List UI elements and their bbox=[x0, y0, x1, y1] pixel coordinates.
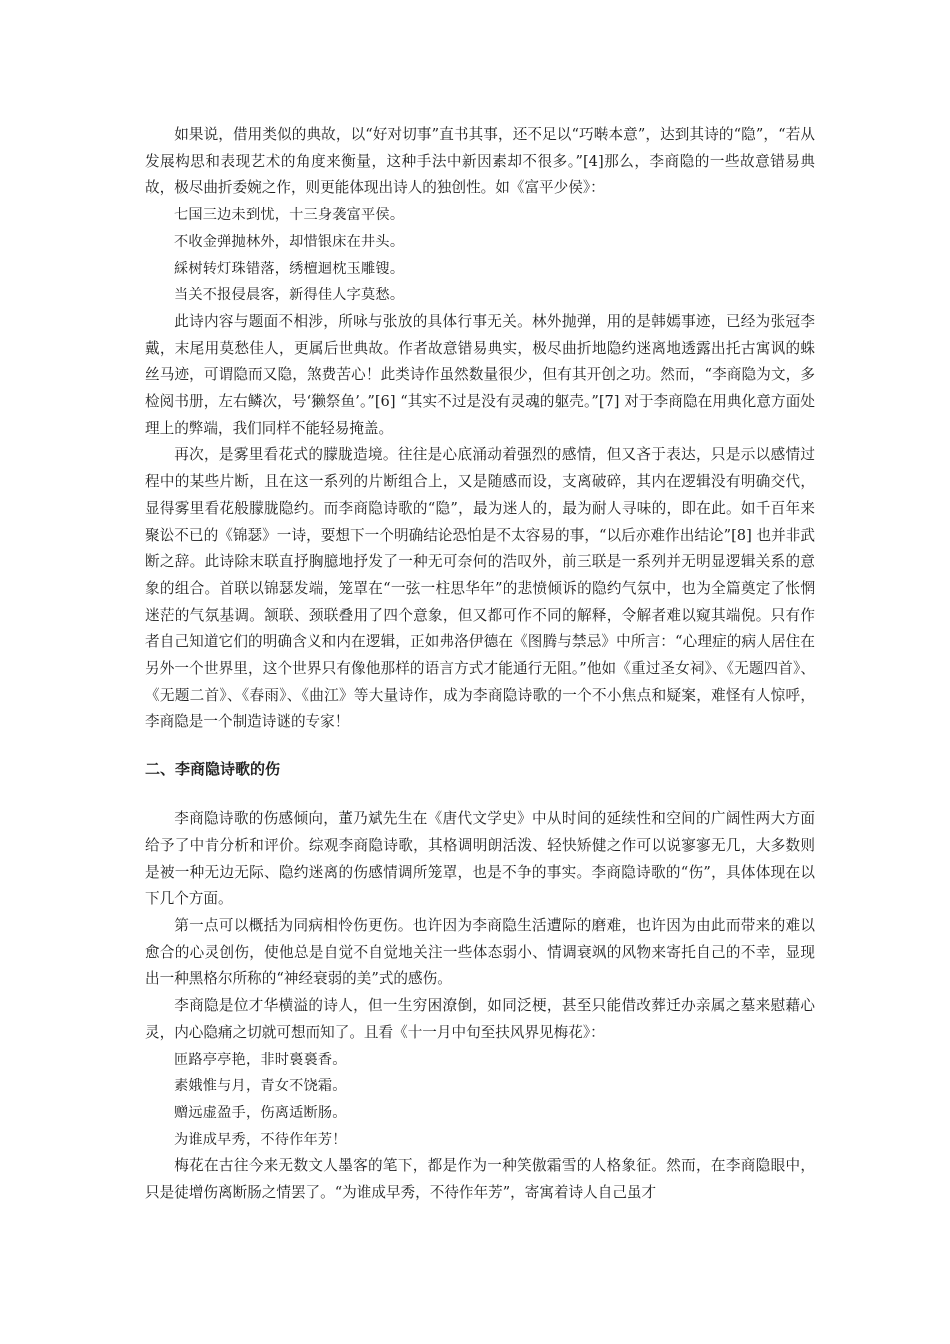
paragraph: 再次，是雾里看花式的朦胧造境。往往是心底涌动着强烈的感情，但又吝于表达，只是示以感情过程中的某些片断，且在这一系列的片断组合上，又是随感而设，支离破碎，其内在逻辑没有明确交代，显得雾里看花般朦胧隐约。而李商隐诗歌的“隐”，最为迷人的，最为耐人寻味的，即在此。如千百年来聚讼不已的《锦瑟》一诗，要想下一个明确结论恐怕是不太容易的事，“以后亦难作出结论”[8] 也并非武断之辞。此诗除末联直抒胸臆地抒发了一种无可奈何的浩叹外，前三联是一系列并无明显逻辑关系的意象的组合。首联以锦瑟发端，笼罩在“一弦一柱思华年”的悲愤倾诉的隐约气氛中，也为全篇奠定了怅惘迷茫的气氛基调。颔联、颈联叠用了四个意象，但又都可作不同的解释，令解者难以窥其端倪。只有作者自己知道它们的明确含义和内在逻辑，正如弗洛伊德在《图腾与禁忌》中所言：“心理症的病人居住在另外一个世界里，这个世界只有像他那样的语言方式才能通行无阻。”他如《重过圣女祠》、《无题四首》、《无题二首》、《春雨》、《曲江》等大量诗作，成为李商隐诗歌的一个不小焦点和疑案，难怪有人惊呼，李商隐是一个制造诗谜的专家！ bbox=[145, 446, 815, 731]
poem-line: 当关不报侵晨客，新得佳人字莫愁。 bbox=[174, 287, 405, 304]
poem-line: 不收金弹抛林外，却惜银床在井头。 bbox=[174, 233, 405, 250]
paragraph: 李商隐是位才华横溢的诗人，但一生穷困潦倒，如同泛梗，甚至只能借改葬迁办亲属之墓来慰藉心灵，内心隐痛之切就可想而知了。且看《十一月中旬至扶风界见梅花》： bbox=[145, 997, 815, 1041]
paragraph: 李商隐诗歌的伤感倾向，董乃斌先生在《唐代文学史》中从时间的延续性和空间的广阔性两大方面给予了中肯分析和评价。综观李商隐诗歌，其格调明朗活泼、轻快矫健之作可以说寥寥无几，大多数则是被一种无边无际、隐约迷离的伤感情调所笼罩，也是不争的事实。李商隐诗歌的“伤”，具体体现在以下几个方面。 bbox=[145, 810, 815, 908]
section-heading: 二、李商隐诗歌的伤 bbox=[145, 760, 281, 779]
poem-line: 为谁成早秀，不待作年芳！ bbox=[174, 1131, 347, 1148]
poem-meihua bbox=[145, 1047, 815, 1154]
poem-line: 素娥惟与月，青女不饶霜。 bbox=[174, 1078, 347, 1095]
paragraph: 梅花在古往今来无数文人墨客的笔下，都是作为一种笑傲霜雪的人格象征。然而，在李商隐眼中，只是徒增伤离断肠之情罢了。“为谁成早秀，不待作年芳”，寄寓着诗人自己虽才 bbox=[145, 1157, 815, 1202]
poem-line: 赠远虚盈手，伤离适断肠。 bbox=[174, 1104, 347, 1121]
poem-line: 七国三边未到忧，十三身袭富平侯。 bbox=[174, 207, 405, 224]
poem-line: 綵树转灯珠错落，绣檀迴枕玉雕锼。 bbox=[174, 260, 405, 277]
paragraph: 此诗内容与题面不相涉，所咏与张放的具体行事无关。林外抛弹，用的是韩嫣事迹，已经为张冠李戴，末尾用莫愁佳人，更属后世典故。作者故意错易典实，极尽曲折地隐约迷离地透露出托古寓讽的蛛丝马迹，可谓隐而又隐，煞费苦心！此类诗作虽然数量很少，但有其开创之功。然而，“李商隐为文，多检阅书册，左右鳞次，号‘獭祭鱼’。”[6] “其实不过是没有灵魂的躯壳。”[7] 对于李商隐在用典化意方面处理上的弊端，我们同样不能轻易掩盖。 bbox=[145, 312, 815, 437]
paragraph: 如果说，借用类似的典故，以“好对切事”直书其事，还不足以“巧啭本意”，达到其诗的“隐”，“若从发展构思和表现艺术的角度来衡量，这种手法中新因素却不很多。”[4]那么，李商隐的一些故意错易典故，极尽曲折委婉之作，则更能体现出诗人的独创性。如《富平少侯》： bbox=[145, 126, 815, 197]
paragraph: 第一点可以概括为同病相怜伤更伤。也许因为李商隐生活遭际的磨难，也许因为由此而带来的难以愈合的心灵创伤，使他总是自觉不自觉地关注一些体态弱小、情调衰飒的风物来寄托自己的不幸，显现出一种黑格尔所称的“神经衰弱的美”式的感伤。 bbox=[145, 916, 815, 988]
poem-line: 匝路亭亭艳，非时裛裛香。 bbox=[174, 1051, 347, 1068]
poem-fupingshaohou bbox=[145, 202, 815, 309]
document-page bbox=[145, 122, 815, 1207]
